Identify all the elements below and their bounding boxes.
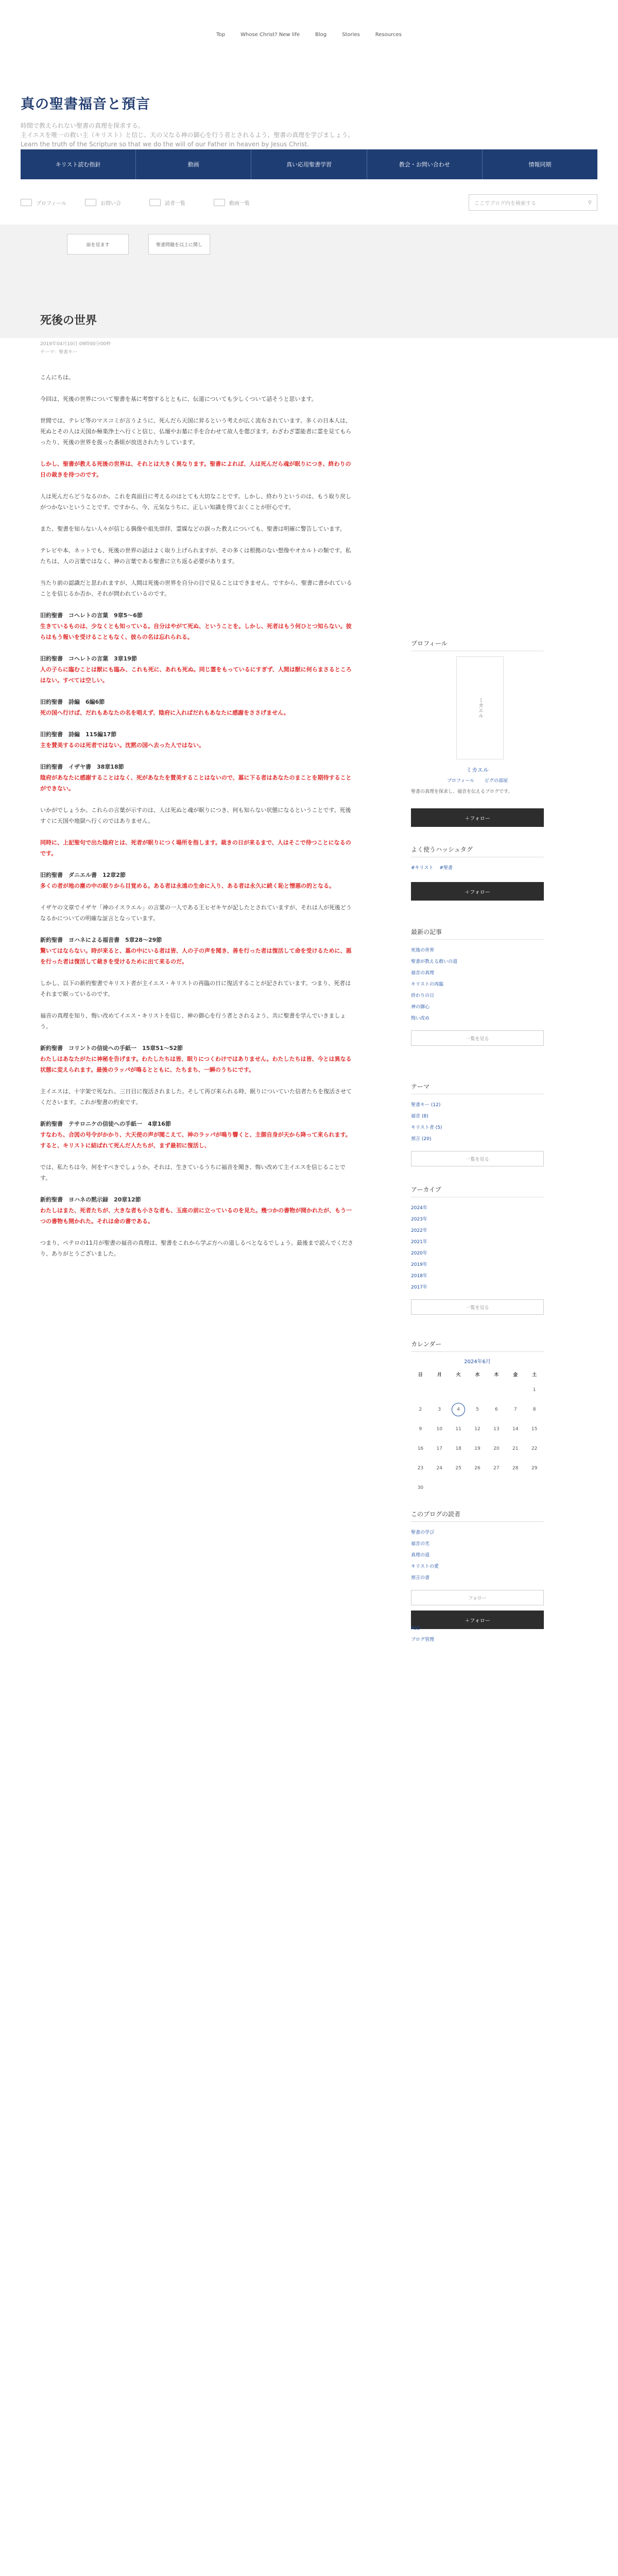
theme-item[interactable]: 聖書キー (12) bbox=[411, 1103, 441, 1108]
gnav-item-5[interactable]: 情報同期 bbox=[528, 161, 552, 168]
archive-item[interactable]: 2021年 bbox=[411, 1240, 427, 1245]
scripture-quote: 陰府があなたに感謝することはなく、死があなたを賛美することはないので、墓に下る者はあなたのまことを期待することができない。 bbox=[40, 774, 352, 792]
calendar-day[interactable]: 23 bbox=[417, 1466, 424, 1471]
profile-heading: プロフィール bbox=[411, 639, 544, 651]
calendar-day[interactable]: 24 bbox=[436, 1466, 442, 1471]
follower-item[interactable]: 預言の書 bbox=[411, 1575, 430, 1581]
article bbox=[40, 312, 355, 1270]
calendar-day[interactable]: 16 bbox=[417, 1446, 424, 1451]
archive-more-button[interactable]: 一覧を見る bbox=[411, 1299, 544, 1315]
scripture-reference: 新約聖書 コリントの信徒への手紙一 15章51〜52節 bbox=[40, 1045, 183, 1052]
follow-button-3[interactable]: ＋フォロー bbox=[411, 1611, 544, 1629]
follower-item[interactable]: 福音の光 bbox=[411, 1541, 430, 1547]
calendar-weekday: 木 bbox=[494, 1372, 499, 1378]
sidebar-themes bbox=[411, 1082, 544, 1166]
scripture-reference: 旧約聖書 イザヤ書 38章18節 bbox=[40, 764, 124, 770]
calendar-day[interactable]: 26 bbox=[474, 1466, 480, 1471]
article-paragraph: 人は死んだらどうなるのか。これを真面目に考えるのはとても大切なことです。しかし、終わりというのは、もう取り戻しがつかないということです。ですから、今、元気なうちに、正しい知識を得ておくことが肝心です。 bbox=[40, 493, 352, 511]
gnav-item-3[interactable]: 真い応用聖書学習 bbox=[251, 149, 367, 179]
calendar-day[interactable]: 21 bbox=[512, 1446, 519, 1451]
calendar-day bbox=[449, 1478, 468, 1498]
follower-item[interactable]: 聖書の学び bbox=[411, 1530, 435, 1535]
calendar-day bbox=[430, 1478, 449, 1498]
calendar-heading: カレンダー bbox=[411, 1340, 544, 1352]
calendar-day bbox=[468, 1478, 487, 1498]
top-link-4[interactable]: Stories bbox=[342, 32, 360, 38]
article-paragraph: 世間では、テレビ等のマスコミが言うように、死んだら天国に昇るという考えが広く流布されています。多くの日本人は、死ぬとその人は天国か極楽浄土へ行くと信じ、仏壇やお墓に手を合わせて故人を偲びます。わざわざ霊能者に霊を見てもらったり、死後の世界を扱った番組が放送されたりしています。 bbox=[40, 417, 352, 446]
scripture-quote: 生きているものは、少なくとも知っている。自分はやがて死ぬ、ということを。しかし、死者はもう何ひとつ知らない。彼らはもう報いを受けることもなく、彼らの名は忘れられる。 bbox=[40, 623, 352, 640]
calendar-day[interactable]: 29 bbox=[531, 1466, 538, 1471]
theme-item[interactable]: 福音 (8) bbox=[411, 1114, 428, 1119]
article-paragraph: イザヤの文章でイザヤ「神のイスラエル」の言葉の一人である王ヒゼキヤが記したとされていますが、それは人が死後どうなるかについての明確な証言となっています。 bbox=[40, 904, 352, 922]
calendar-day[interactable]: 5 bbox=[476, 1407, 479, 1412]
pig-room-link[interactable]: ピグの部屋 bbox=[485, 778, 508, 784]
tab-label: お問い合 bbox=[100, 200, 121, 207]
scripture-quote: 驚いてはならない。時が来ると、墓の中にいる者は皆、人の子の声を聞き、善を行った者は復活して命を受けるために、悪を行った者は復活して裁きを受けるために出て来るのだ。 bbox=[40, 947, 352, 965]
top-link-3[interactable]: Blog bbox=[315, 32, 327, 38]
calendar-day[interactable]: 18 bbox=[455, 1446, 461, 1451]
calendar-day[interactable]: 12 bbox=[474, 1427, 480, 1432]
search-input[interactable] bbox=[469, 194, 597, 211]
hashtag-link[interactable]: #キリスト bbox=[411, 866, 434, 871]
scripture-quote: 多くの者が地の塵の中の眠りから目覚める。ある者は永遠の生命に入り、ある者は永久に続く恥と憎悪の的となる。 bbox=[40, 883, 335, 889]
profile-description: 聖書の真理を探求し、福音を伝えるブログです。 bbox=[411, 789, 513, 794]
calendar-weekday: 金 bbox=[513, 1372, 518, 1378]
top-link-5[interactable]: Resources bbox=[375, 32, 402, 38]
scripture-reference: 旧約聖書 詩編 115編17節 bbox=[40, 731, 117, 738]
calendar-day[interactable]: 15 bbox=[531, 1427, 538, 1432]
calendar-day[interactable]: 9 bbox=[419, 1427, 422, 1432]
article-paragraph: つまり、ペテロの11月が聖書の福音の真理は、聖書をこれから学ぶ方への道しるべとなるでしょう。最後まで読んでくださり、ありがとうございました。 bbox=[40, 1240, 353, 1257]
tab-videos[interactable] bbox=[214, 199, 278, 207]
rss-link[interactable]: RSS bbox=[411, 1626, 420, 1631]
scripture-reference: 新約聖書 テサロニケの信徒への手紙一 4章16節 bbox=[40, 1121, 171, 1127]
calendar-day[interactable]: 2 bbox=[419, 1407, 422, 1412]
article-date: 2019年04月10日 09時00分00秒 bbox=[40, 342, 111, 347]
hashtag-heading: よく使うハッシュタグ bbox=[411, 845, 544, 857]
theme-item[interactable]: キリスト者 (5) bbox=[411, 1125, 442, 1130]
prev-button[interactable]: 前を見ます bbox=[67, 234, 129, 255]
list-icon bbox=[149, 199, 161, 206]
sidebar-profile bbox=[411, 639, 544, 827]
scripture-reference: 旧約聖書 コヘレトの言葉 3章19節 bbox=[40, 655, 137, 662]
calendar-day[interactable]: 17 bbox=[436, 1446, 442, 1451]
top-link-1[interactable]: Top bbox=[216, 32, 226, 38]
article-paragraph: テレビや本、ネットでも、死後の世界の話はよく取り上げられますが、その多くは根拠のない想像やオカルトの類です。私たちは、人の言葉ではなく、神の言葉である聖書に立ち返る必要があります。 bbox=[40, 547, 351, 565]
profile-name[interactable]: ミカエル bbox=[466, 767, 489, 773]
calendar-day bbox=[487, 1380, 506, 1400]
scripture-quote: 同時に、上記聖句で出た陰府とは、死者が眠りにつく場所を指します。裁きの日が来るまで、人はそこで待つことになるのです。 bbox=[40, 839, 351, 857]
scripture-quote: すなわち、合図の号令がかかり、大天使の声が聞こえて、神のラッパが鳴り響くと、主御自身が天から降って来られます。すると、キリストに結ばれて死んだ人たちが、まず最初に復活し、 bbox=[40, 1131, 351, 1149]
followers-more-button[interactable]: フォロー bbox=[411, 1590, 544, 1605]
calendar-day[interactable]: 25 bbox=[455, 1466, 461, 1471]
article-paragraph: では、私たちは今、何をすべきでしょうか。それは、生きているうちに福音を聞き、悔い改めて主イエスを信じることです。 bbox=[40, 1164, 346, 1181]
recent-item[interactable]: 聖書が教える救いの道 bbox=[411, 959, 458, 964]
tab-profile[interactable] bbox=[21, 199, 85, 207]
search-placeholder: ここでブログ内を検索する bbox=[474, 200, 536, 207]
archive-item[interactable]: 2024年 bbox=[411, 1206, 427, 1211]
calendar-day[interactable]: 6 bbox=[494, 1407, 498, 1412]
article-paragraph: こんにちは。 bbox=[40, 374, 74, 381]
archive-item[interactable]: 2019年 bbox=[411, 1262, 427, 1267]
calendar-day[interactable]: 1 bbox=[533, 1387, 536, 1393]
calendar-day[interactable]: 19 bbox=[474, 1446, 480, 1451]
gnav-item-2[interactable]: 動画 bbox=[136, 149, 251, 179]
scripture-quote: わたしはあなたがたに神秘を告げます。わたしたちは皆、眠りにつくわけではありません。わたしたちは皆、今とは異なる状態に変えられます。最後のラッパが鳴るとともに、たちまち、一瞬のうちにです。 bbox=[40, 1056, 352, 1073]
calendar-day[interactable]: 3 bbox=[438, 1407, 441, 1412]
recent-item[interactable]: 死後の世界 bbox=[411, 948, 435, 953]
archive-item[interactable]: 2020年 bbox=[411, 1251, 427, 1256]
archive-item[interactable]: 2023年 bbox=[411, 1217, 427, 1222]
calendar-title[interactable]: 2024年6月 bbox=[464, 1359, 491, 1365]
calendar-day bbox=[525, 1478, 544, 1498]
archive-item[interactable]: 2018年 bbox=[411, 1274, 427, 1279]
scripture-reference: 旧約聖書 詩編 6編6節 bbox=[40, 699, 105, 705]
calendar-day bbox=[468, 1380, 487, 1400]
sidebar-followers bbox=[411, 1510, 544, 1629]
follower-item[interactable]: キリストの愛 bbox=[411, 1564, 439, 1569]
scripture-reference: 旧約聖書 ダニエル書 12章2節 bbox=[40, 872, 126, 878]
calendar-day[interactable]: 4 bbox=[452, 1403, 465, 1416]
sidebar-archive bbox=[411, 1185, 544, 1315]
sidebar-footer-links bbox=[411, 1623, 544, 1646]
calendar-day[interactable]: 7 bbox=[513, 1407, 517, 1412]
recent-more-button[interactable]: 一覧を見る bbox=[411, 1030, 544, 1046]
article-category[interactable]: テーマ：聖書キー bbox=[40, 350, 78, 355]
article-buttons bbox=[67, 234, 210, 255]
calendar-day bbox=[487, 1478, 506, 1498]
calendar-weekday: 火 bbox=[456, 1372, 461, 1378]
tab-label: 動画一覧 bbox=[229, 200, 250, 207]
top-link-2[interactable]: Whose Christ? New life bbox=[241, 32, 300, 38]
video-icon bbox=[214, 199, 225, 206]
article-body bbox=[40, 372, 355, 1259]
calendar-day bbox=[449, 1380, 468, 1400]
calendar-day[interactable]: 27 bbox=[493, 1466, 500, 1471]
recent-item[interactable]: 神の御心 bbox=[411, 1005, 430, 1010]
tab-readers[interactable] bbox=[149, 199, 214, 207]
follower-item[interactable]: 真理の道 bbox=[411, 1553, 430, 1558]
article-paragraph: 今回は、死後の世界について聖書を基に考察するとともに、伝道についても少しくついて話そうと思います。 bbox=[40, 396, 317, 402]
calendar-weekday: 土 bbox=[532, 1372, 537, 1378]
calendar-day[interactable]: 8 bbox=[533, 1407, 536, 1412]
calendar-day bbox=[506, 1478, 525, 1498]
global-nav bbox=[21, 149, 597, 179]
avatar-label: ミカエル bbox=[477, 698, 483, 718]
site-tagline: 時間で教えられない聖書の真理を探求する。 bbox=[21, 122, 145, 129]
mail-icon bbox=[85, 199, 96, 206]
recent-item[interactable]: 悔い改め bbox=[411, 1016, 430, 1021]
blog-admin-link[interactable]: ブログ管理 bbox=[411, 1637, 435, 1642]
sidebar-calendar bbox=[411, 1340, 544, 1498]
calendar-weekday: 水 bbox=[475, 1372, 480, 1378]
follow-button[interactable]: ＋フォロー bbox=[411, 808, 544, 827]
calendar-day[interactable]: 30 bbox=[417, 1485, 424, 1490]
scripture-quote: 人の子らに臨むことは獣にも臨み、これも死に、あれも死ぬ。同じ霊をもっているにすぎず、人間は獣に何らまさるところはない。すべては空しい。 bbox=[40, 666, 352, 684]
calendar-day[interactable]: 22 bbox=[531, 1446, 538, 1451]
calendar-day[interactable]: 13 bbox=[493, 1427, 500, 1432]
article-paragraph: 当たり前の認識だと思われますが、人間は死後の世界を自分の目で見ることはできません。ですから、聖書に書かれていることを信じるか否か、それが問われているのです。 bbox=[40, 580, 352, 597]
calendar-day[interactable]: 10 bbox=[436, 1427, 442, 1432]
calendar-day bbox=[411, 1380, 430, 1400]
sidebar-hashtags bbox=[411, 845, 544, 901]
scripture-reference: 旧約聖書 コヘレトの言葉 9章5〜6節 bbox=[40, 612, 143, 619]
calendar-day bbox=[430, 1380, 449, 1400]
recent-item[interactable]: キリストの再臨 bbox=[411, 982, 443, 987]
avatar[interactable] bbox=[456, 656, 504, 759]
calendar-day[interactable]: 28 bbox=[512, 1466, 519, 1471]
gnav-item-4[interactable]: 教会・お問い合わせ bbox=[367, 149, 483, 179]
article-paragraph: しかし、以下の新約聖書でキリスト者が主イエス・キリストの再臨の日に復活することが記されています。つまり、死者はそれまで眠っているのです。 bbox=[40, 980, 351, 997]
recent-item[interactable]: 終わりの日 bbox=[411, 993, 435, 998]
site-header bbox=[0, 57, 618, 206]
scripture-quote: しかし、聖書が教える死後の世界は、それとは大きく異なります。聖書によれば、人は死んだら魂が眠りにつき、終わりの日の裁きを待つのです。 bbox=[40, 461, 351, 478]
sidebar-recent bbox=[411, 927, 544, 1046]
calendar-weekday: 日 bbox=[418, 1372, 423, 1378]
article-paragraph: また、聖書を知らない人々が信じる偶像や祖先崇拝、霊媒などの誤った教えについても、聖書は明確に警告しています。 bbox=[40, 526, 346, 532]
top-links-bar bbox=[0, 0, 618, 57]
sub-nav bbox=[21, 193, 597, 212]
theme-item[interactable]: 預言 (20) bbox=[411, 1137, 432, 1142]
archive-item[interactable]: 2017年 bbox=[411, 1285, 427, 1290]
recent-heading: 最新の記事 bbox=[411, 927, 544, 940]
article-paragraph: 主イエスは、十字架で死なれ、三日目に復活されました。そして再び来られる時、眠りについていた信者たちを復活させてくださいます。これが聖書の約束です。 bbox=[40, 1088, 352, 1106]
theme-more-button[interactable]: 一覧を見る bbox=[411, 1151, 544, 1166]
article-paragraph: いかがでしょうか。これらの言葉が示すのは、人は死ぬと魂が眠りにつき、何も知らない状態になるということです。死後すぐに天国や地獄へ行くのではありません。 bbox=[40, 807, 351, 824]
followers-heading: このブログの読者 bbox=[411, 1510, 544, 1522]
archive-item[interactable]: 2022年 bbox=[411, 1228, 427, 1233]
scripture-quote: 主を賛美するのは死者ではない。沈黙の国へ去った人ではない。 bbox=[40, 742, 204, 749]
calendar-weekday: 月 bbox=[437, 1372, 442, 1378]
tab-label: 読者一覧 bbox=[165, 200, 185, 207]
tab-label: プロフィール bbox=[36, 200, 66, 207]
site-tagline-en: Learn the truth of the Scripture so that we do the will of our Father in heaven by Jesus Christ. bbox=[21, 141, 309, 148]
scripture-quote: 死の国へ行けば、だれもあなたの名を唱えず、陰府に入ればだれもあなたに感謝をささげません。 bbox=[40, 709, 289, 716]
calendar-grid bbox=[411, 1368, 544, 1498]
tab-contact[interactable] bbox=[85, 199, 149, 207]
profile-link[interactable]: プロフィール bbox=[447, 778, 475, 784]
calendar-day bbox=[506, 1380, 525, 1400]
search-icon[interactable]: ⚲ bbox=[588, 199, 592, 206]
calendar-day[interactable]: 14 bbox=[512, 1427, 519, 1432]
article-paragraph: 福音の真理を知り、悔い改めてイエス・キリストを信じ、神の御心を行う者とされるよう、共に聖書を学んでいきましょう。 bbox=[40, 1012, 346, 1030]
topic-button[interactable]: 聖書問題を以上に関し bbox=[148, 234, 210, 255]
scripture-quote: わたしはまた、死者たちが、大きな者も小さな者も、玉座の前に立っているのを見た。幾つかの書物が開かれたが、もう一つの書物も開かれた。それは命の書である。 bbox=[40, 1207, 352, 1225]
article-title: 死後の世界 bbox=[40, 314, 97, 327]
archive-heading: アーカイブ bbox=[411, 1185, 544, 1197]
recent-item[interactable]: 福音の真理 bbox=[411, 971, 435, 976]
scripture-reference: 新約聖書 ヨハネによる福音書 5章28〜29節 bbox=[40, 937, 162, 943]
calendar-day[interactable]: 11 bbox=[455, 1427, 461, 1432]
scripture-reference: 新約聖書 ヨハネの黙示録 20章12節 bbox=[40, 1196, 141, 1203]
theme-heading: テーマ bbox=[411, 1082, 544, 1094]
profile-icon bbox=[21, 199, 32, 206]
hashtag-link[interactable]: #聖書 bbox=[439, 866, 453, 871]
site-tagline-2: 主イエスを唯一の救い主（キリスト）と信じ、天の父なる神の御心を行う者とされるよう、聖書の真理を学びましょう。 bbox=[21, 131, 354, 139]
gnav-item-1[interactable]: キリスト読む指針 bbox=[21, 149, 136, 179]
follow-button-2[interactable]: ＋フォロー bbox=[411, 882, 544, 901]
calendar-day[interactable]: 20 bbox=[493, 1446, 500, 1451]
site-title[interactable]: 真の聖書福音と預言 bbox=[21, 96, 150, 112]
